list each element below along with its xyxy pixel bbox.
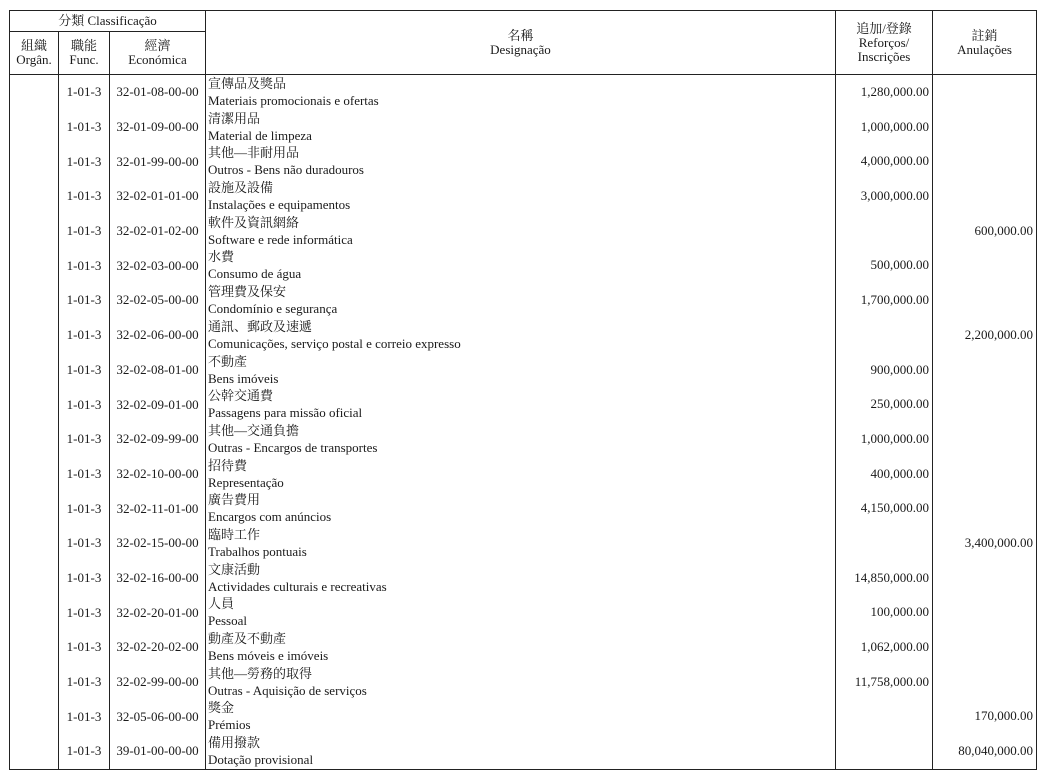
func-code: 1-01-3 (59, 179, 110, 214)
designation-header (206, 11, 836, 75)
eco-header (110, 32, 206, 75)
anulacoes-cell (933, 179, 1037, 214)
anulacoes-cell (933, 283, 1037, 318)
designation-zh: 招待費 (208, 457, 248, 473)
designation-cell (206, 318, 836, 353)
eco-code: 32-02-01-02-00 (110, 214, 206, 249)
anulacoes-value: 3,400,000.00 (964, 534, 1033, 550)
table-row (10, 318, 1037, 353)
func-header-pt: Func. (69, 52, 99, 67)
eco-code: 32-02-08-01-00 (110, 353, 206, 388)
designation-cell (206, 283, 836, 318)
table-row (10, 144, 1037, 179)
func-code: 1-01-3 (59, 248, 110, 283)
reforcos-value: 14,850,000.00 (854, 569, 929, 585)
designation-pt: Trabalhos pontuais (208, 543, 307, 559)
table-row (10, 457, 1037, 492)
organ-cell (10, 734, 59, 769)
eco-code: 32-02-09-01-00 (110, 387, 206, 422)
designation-cell (206, 75, 836, 110)
designation-zh: 文康活動 (208, 561, 261, 577)
designation-zh: 其他—勞務的取得 (208, 665, 313, 681)
designation-pt: Bens móveis e imóveis (208, 648, 329, 663)
reforcos-cell (836, 144, 933, 179)
organ-cell (10, 75, 59, 110)
eco-code: 32-02-15-00-00 (110, 526, 206, 561)
eco-code: 32-01-08-00-00 (110, 75, 206, 110)
table-row (10, 387, 1037, 422)
designation-zh: 設施及設備 (208, 180, 274, 196)
reforcos-cell (836, 179, 933, 214)
reforcos-value: 1,000,000.00 (860, 118, 929, 134)
designation-zh: 公幹交通費 (208, 388, 274, 404)
designation-cell (206, 214, 836, 249)
table-body (10, 75, 1037, 770)
anulacoes-cell (933, 595, 1037, 630)
designation-pt: Bens imóveis (208, 370, 279, 386)
designation-zh: 人員 (208, 596, 235, 612)
table-row (10, 179, 1037, 214)
organ-cell (10, 214, 59, 249)
func-header-zh: 職能 (70, 38, 97, 53)
organ-cell (10, 422, 59, 457)
organ-header (10, 32, 59, 75)
reforcos-cell (836, 457, 933, 492)
reforcos-value: 1,700,000.00 (860, 292, 929, 308)
reforcos-value: 1,062,000.00 (860, 639, 929, 654)
eco-code: 32-02-06-00-00 (110, 318, 206, 353)
designation-cell (206, 561, 836, 596)
reforcos-header-pt1: Reforços/ (858, 34, 910, 50)
reforcos-cell (836, 353, 933, 388)
organ-cell (10, 491, 59, 526)
designation-zh: 獎金 (208, 700, 235, 716)
designation-pt: Materiais promocionais e ofertas (208, 93, 379, 108)
reforcos-cell (836, 526, 933, 561)
reforcos-value: 1,000,000.00 (860, 430, 929, 446)
reforcos-value: 900,000.00 (870, 361, 929, 377)
designation-zh: 不動產 (208, 353, 248, 369)
organ-cell (10, 144, 59, 179)
organ-cell (10, 387, 59, 422)
anulacoes-cell (933, 561, 1037, 596)
reforcos-cell (836, 630, 933, 665)
table-row (10, 630, 1037, 665)
organ-cell (10, 457, 59, 492)
anulacoes-value: 80,040,000.00 (958, 743, 1033, 759)
func-code: 1-01-3 (59, 630, 110, 665)
eco-code: 32-02-10-00-00 (110, 457, 206, 492)
designation-cell (206, 630, 836, 665)
func-code: 1-01-3 (59, 526, 110, 561)
designation-cell (206, 110, 836, 145)
table-row (10, 734, 1037, 769)
anulacoes-cell (933, 734, 1037, 769)
eco-code: 32-02-20-02-00 (110, 630, 206, 665)
table-row (10, 699, 1037, 734)
reforcos-cell (836, 734, 933, 769)
designation-cell (206, 595, 836, 630)
eco-header-pt: Económica (128, 52, 187, 67)
organ-cell (10, 248, 59, 283)
organ-cell (10, 353, 59, 388)
anulacoes-cell (933, 214, 1037, 249)
designation-cell (206, 422, 836, 457)
func-code: 1-01-3 (59, 387, 110, 422)
designation-pt: Passagens para missão oficial (208, 405, 363, 421)
reforcos-value: 4,150,000.00 (860, 500, 929, 516)
designation-pt: Software e rede informática (208, 231, 353, 247)
anulacoes-cell (933, 457, 1037, 492)
organ-cell (10, 283, 59, 318)
func-code: 1-01-3 (59, 595, 110, 630)
func-code: 1-01-3 (59, 318, 110, 353)
anulacoes-cell (933, 630, 1037, 665)
eco-code: 32-02-11-01-00 (110, 491, 206, 526)
designation-header-pt: Designação (490, 41, 551, 57)
designation-zh: 通訊、郵政及速遞 (208, 318, 313, 334)
func-code: 1-01-3 (59, 110, 110, 145)
func-code: 1-01-3 (59, 75, 110, 110)
reforcos-cell (836, 595, 933, 630)
eco-code: 32-01-09-00-00 (110, 110, 206, 145)
table-row (10, 75, 1037, 110)
eco-code: 32-05-06-00-00 (110, 699, 206, 734)
designation-zh: 其他—交通負擔 (208, 422, 300, 438)
designation-zh: 其他—非耐用品 (208, 145, 300, 161)
reforcos-header (836, 11, 933, 75)
designation-cell (206, 144, 836, 179)
func-code: 1-01-3 (59, 561, 110, 596)
organ-cell (10, 699, 59, 734)
organ-cell (10, 526, 59, 561)
organ-cell (10, 318, 59, 353)
designation-pt: Encargos com anúncios (208, 509, 332, 525)
table-row (10, 526, 1037, 561)
table-row (10, 595, 1037, 630)
designation-pt: Instalações e equipamentos (208, 197, 351, 213)
table-row (10, 353, 1037, 388)
table-row (10, 422, 1037, 457)
designation-cell (206, 665, 836, 700)
func-code: 1-01-3 (59, 283, 110, 318)
eco-code: 32-01-99-00-00 (110, 144, 206, 179)
designation-pt: Dotação provisional (208, 752, 314, 768)
reforcos-cell (836, 110, 933, 145)
reforcos-value: 4,000,000.00 (860, 153, 929, 169)
reforcos-cell (836, 561, 933, 596)
reforcos-cell (836, 665, 933, 700)
reforcos-value: 1,280,000.00 (860, 84, 929, 99)
func-code: 1-01-3 (59, 144, 110, 179)
designation-pt: Representação (208, 474, 284, 490)
eco-code: 32-02-20-01-00 (110, 595, 206, 630)
designation-pt: Outras - Encargos de transportes (208, 439, 378, 455)
designation-pt: Outras - Aquisição de serviços (208, 682, 367, 698)
anulacoes-cell (933, 75, 1037, 110)
designation-pt: Material de limpeza (208, 127, 312, 143)
reforcos-value: 3,000,000.00 (860, 188, 929, 204)
anulacoes-cell (933, 248, 1037, 283)
reforcos-cell (836, 318, 933, 353)
designation-cell (206, 353, 836, 388)
designation-zh: 軟件及資訊網絡 (208, 214, 300, 230)
designation-pt: Comunicações, serviço postal e correio expresso (208, 335, 461, 351)
designation-zh: 水費 (208, 249, 235, 265)
anulacoes-cell (933, 526, 1037, 561)
organ-cell (10, 595, 59, 630)
reforcos-value: 500,000.00 (870, 257, 929, 273)
classification-header: 分類 Classificação (10, 11, 206, 32)
anulacoes-value: 2,200,000.00 (964, 326, 1033, 342)
anulacoes-cell (933, 144, 1037, 179)
designation-cell (206, 699, 836, 734)
anulacoes-value: 170,000.00 (974, 708, 1033, 724)
table-row (10, 248, 1037, 283)
anulacoes-cell (933, 665, 1037, 700)
eco-code: 32-02-01-01-00 (110, 179, 206, 214)
func-header (59, 32, 110, 75)
eco-code: 32-02-16-00-00 (110, 561, 206, 596)
func-code: 1-01-3 (59, 457, 110, 492)
designation-zh: 臨時工作 (208, 526, 261, 542)
eco-code: 39-01-00-00-00 (110, 734, 206, 769)
reforcos-cell (836, 491, 933, 526)
designation-zh: 管理費及保安 (208, 284, 287, 300)
reforcos-header-zh: 追加/登錄 (856, 20, 912, 36)
designation-pt: Condomínio e segurança (208, 301, 338, 317)
reforcos-value: 250,000.00 (870, 396, 929, 412)
anulacoes-cell (933, 699, 1037, 734)
designation-cell (206, 457, 836, 492)
reforcos-cell (836, 75, 933, 110)
func-code: 1-01-3 (59, 422, 110, 457)
designation-pt: Actividades culturais e recreativas (208, 578, 387, 594)
anulacoes-cell (933, 353, 1037, 388)
eco-code: 32-02-09-99-00 (110, 422, 206, 457)
func-code: 1-01-3 (59, 665, 110, 700)
designation-cell (206, 526, 836, 561)
designation-cell (206, 734, 836, 769)
reforcos-value: 400,000.00 (870, 465, 929, 481)
reforcos-value: 100,000.00 (870, 604, 929, 620)
reforcos-cell (836, 387, 933, 422)
reforcos-cell (836, 214, 933, 249)
func-code: 1-01-3 (59, 353, 110, 388)
table-row (10, 561, 1037, 596)
organ-header-zh: 組織 (20, 38, 47, 53)
anulacoes-header-pt: Anulações (957, 41, 1012, 57)
func-code: 1-01-3 (59, 699, 110, 734)
table-row (10, 110, 1037, 145)
organ-cell (10, 630, 59, 665)
reforcos-cell (836, 422, 933, 457)
table-row (10, 665, 1037, 700)
reforcos-value: 11,758,000.00 (854, 673, 929, 689)
reforcos-header-pt2: Inscrições (857, 48, 911, 64)
designation-zh: 廣告費用 (208, 492, 261, 508)
organ-cell (10, 110, 59, 145)
designation-zh: 清潔用品 (208, 110, 261, 126)
designation-cell (206, 179, 836, 214)
designation-pt: Pessoal (208, 613, 247, 629)
designation-cell (206, 491, 836, 526)
reforcos-cell (836, 248, 933, 283)
designation-zh: 備用撥款 (208, 735, 261, 751)
budget-table (9, 10, 1036, 767)
organ-header-pt: Orgân. (16, 52, 52, 67)
organ-cell (10, 561, 59, 596)
anulacoes-cell (933, 110, 1037, 145)
func-code: 1-01-3 (59, 734, 110, 769)
table-row (10, 283, 1037, 318)
designation-zh: 動產及不動產 (208, 631, 287, 646)
designation-pt: Outros - Bens não duradouros (208, 162, 364, 178)
reforcos-cell (836, 699, 933, 734)
table-row (10, 491, 1037, 526)
designation-pt: Prémios (208, 717, 251, 733)
designation-cell (206, 248, 836, 283)
eco-header-zh: 經濟 (144, 38, 171, 53)
func-code: 1-01-3 (59, 214, 110, 249)
eco-code: 32-02-99-00-00 (110, 665, 206, 700)
reforcos-cell (836, 283, 933, 318)
table-row (10, 214, 1037, 249)
anulacoes-cell (933, 422, 1037, 457)
func-code: 1-01-3 (59, 491, 110, 526)
anulacoes-header-zh: 註銷 (971, 27, 998, 43)
designation-pt: Consumo de água (208, 266, 302, 282)
eco-code: 32-02-05-00-00 (110, 283, 206, 318)
anulacoes-value: 600,000.00 (974, 222, 1033, 238)
designation-zh: 宣傳品及獎品 (208, 76, 287, 91)
anulacoes-cell (933, 318, 1037, 353)
anulacoes-cell (933, 387, 1037, 422)
organ-cell (10, 179, 59, 214)
anulacoes-header (933, 11, 1037, 75)
designation-header-zh: 名稱 (507, 27, 534, 43)
designation-cell (206, 387, 836, 422)
organ-cell (10, 665, 59, 700)
eco-code: 32-02-03-00-00 (110, 248, 206, 283)
anulacoes-cell (933, 491, 1037, 526)
